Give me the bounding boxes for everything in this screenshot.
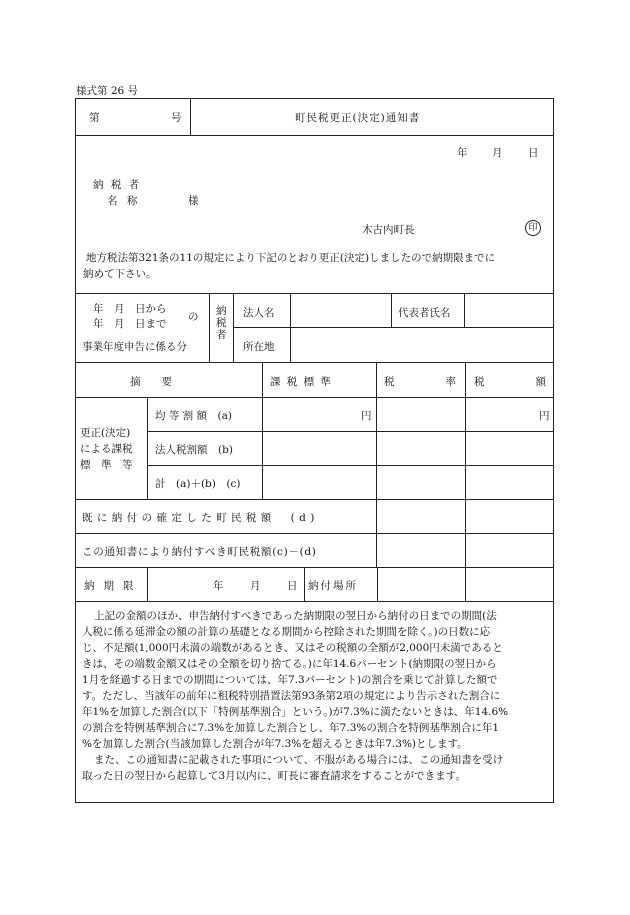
recipient-label: 納 税 者 bbox=[93, 179, 142, 191]
note-line: %を加算した割合(当該加算した割合が年7.3%を超えるときは年7.3%)とします。 bbox=[82, 738, 468, 750]
address-label: 所在地 bbox=[243, 341, 275, 353]
intro-text: 地方税法第321条の11の規定により下記のとおり更正(決定)しましたので納期限までに bbox=[86, 252, 496, 264]
group-label: による課税 bbox=[80, 443, 133, 455]
group-label: 更正(決定) bbox=[80, 427, 131, 439]
divider bbox=[376, 362, 377, 567]
row-d-label: 既に納付の確定した町民税額 (d) bbox=[82, 512, 319, 524]
payment-place-label: 納付場所 bbox=[308, 580, 358, 592]
divider bbox=[233, 327, 554, 328]
divider bbox=[304, 567, 305, 601]
yen-unit: 円 bbox=[361, 410, 372, 422]
due-day: 日 bbox=[287, 580, 298, 592]
divider bbox=[147, 397, 148, 499]
intro-text: 納めて下さい。 bbox=[83, 268, 157, 280]
date-month: 月 bbox=[492, 147, 503, 159]
taxpayer-label: 納税者 bbox=[216, 305, 227, 341]
note-line: 人税に係る延滞金の額の計算の基礎となる期間から控除された期間を除く。)の日数に応 bbox=[82, 626, 491, 638]
note-line: じ、不足額(1,000円未満の端数があるとき、又はその税額の全額が2,000円未満であると bbox=[82, 642, 503, 654]
note-line: 1月を経過する日までの期間については、年7.3パーセント)の割合を乗じて計算した額で bbox=[82, 674, 498, 686]
divider bbox=[209, 293, 210, 362]
col-base: 課税標準 bbox=[270, 376, 338, 388]
row-b-label: 法人税割額 (b) bbox=[155, 444, 233, 456]
date-day: 日 bbox=[528, 147, 539, 159]
divider bbox=[75, 601, 554, 602]
row-a-label: 均 等 割 額 (a) bbox=[155, 410, 232, 422]
period-from: 年 月 日から bbox=[93, 303, 167, 315]
corp-name-label: 法人名 bbox=[243, 307, 275, 319]
recipient-name-label: 名 称 bbox=[107, 195, 141, 207]
form-number-label: 様式第 26 号 bbox=[76, 85, 139, 97]
note-line: 取った日の翌日から起算して3月以内に、町長に審査請求をすることができます。 bbox=[82, 770, 466, 782]
divider bbox=[377, 567, 378, 601]
due-year: 年 bbox=[213, 580, 224, 592]
divider bbox=[262, 362, 263, 499]
row-c-label: 計 (a)＋(b) (c) bbox=[155, 478, 241, 490]
note-line: の割合を特例基準割合に7.3%を加算した割合とし、年7.3%の割合を特例基準割合に年1 bbox=[82, 722, 500, 734]
col-amount: 税 額 bbox=[474, 376, 546, 388]
divider bbox=[391, 293, 392, 328]
col-summary: 摘 要 bbox=[130, 376, 172, 388]
due-label: 納期限 bbox=[84, 580, 143, 592]
divider bbox=[233, 293, 234, 362]
divider bbox=[75, 293, 554, 294]
note-line: す。ただし、当該年の前年に租税特別措置法第93条第2項の規定により告示された割合に bbox=[82, 690, 501, 702]
divider bbox=[75, 362, 554, 363]
date-year: 年 bbox=[457, 147, 468, 159]
seal-icon: 印 bbox=[525, 220, 541, 236]
divider bbox=[75, 533, 554, 534]
divider bbox=[147, 431, 554, 432]
number-prefix: 第 bbox=[89, 112, 100, 124]
divider bbox=[190, 98, 191, 135]
col-rate: 税 率 bbox=[384, 376, 456, 388]
rep-name-label: 代表者氏名 bbox=[398, 307, 451, 319]
divider bbox=[75, 499, 554, 500]
number-suffix: 号 bbox=[171, 112, 182, 124]
page-title: 町民税更正(決定)通知書 bbox=[295, 112, 421, 124]
period-label: 事業年度申告に係る分 bbox=[82, 341, 187, 353]
divider bbox=[465, 362, 466, 601]
issuer-name: 木古内町長 bbox=[362, 224, 415, 236]
period-to: 年 月 日まで bbox=[93, 318, 167, 330]
row-e-label: この通知書により納付すべき町民税額(c)－(d) bbox=[82, 546, 317, 558]
yen-unit: 円 bbox=[539, 410, 550, 422]
note-line: きは、その端数金額又はその全額を切り捨てる。)に年14.6パーセント(納期限の翌日から bbox=[82, 658, 497, 670]
group-label: 標 準 等 bbox=[80, 459, 133, 471]
note-line: 上記の金額のほか、申告納付すべきであった納期限の翌日から納付の日までの期間(法 bbox=[94, 610, 497, 622]
note-line: また、この通知書に記載された事項について、不服がある場合には、この通知書を受け bbox=[94, 754, 504, 766]
due-month: 月 bbox=[250, 580, 261, 592]
divider bbox=[464, 293, 465, 328]
divider bbox=[147, 567, 148, 601]
period-no: の bbox=[188, 311, 199, 323]
honorific: 様 bbox=[188, 195, 199, 207]
divider bbox=[290, 293, 291, 362]
divider bbox=[147, 465, 554, 466]
divider bbox=[75, 135, 554, 136]
note-line: 年1%を加算した割合(以下「特例基準割合」という。)が7.3%に満たないときは、年14.6% bbox=[82, 706, 509, 718]
